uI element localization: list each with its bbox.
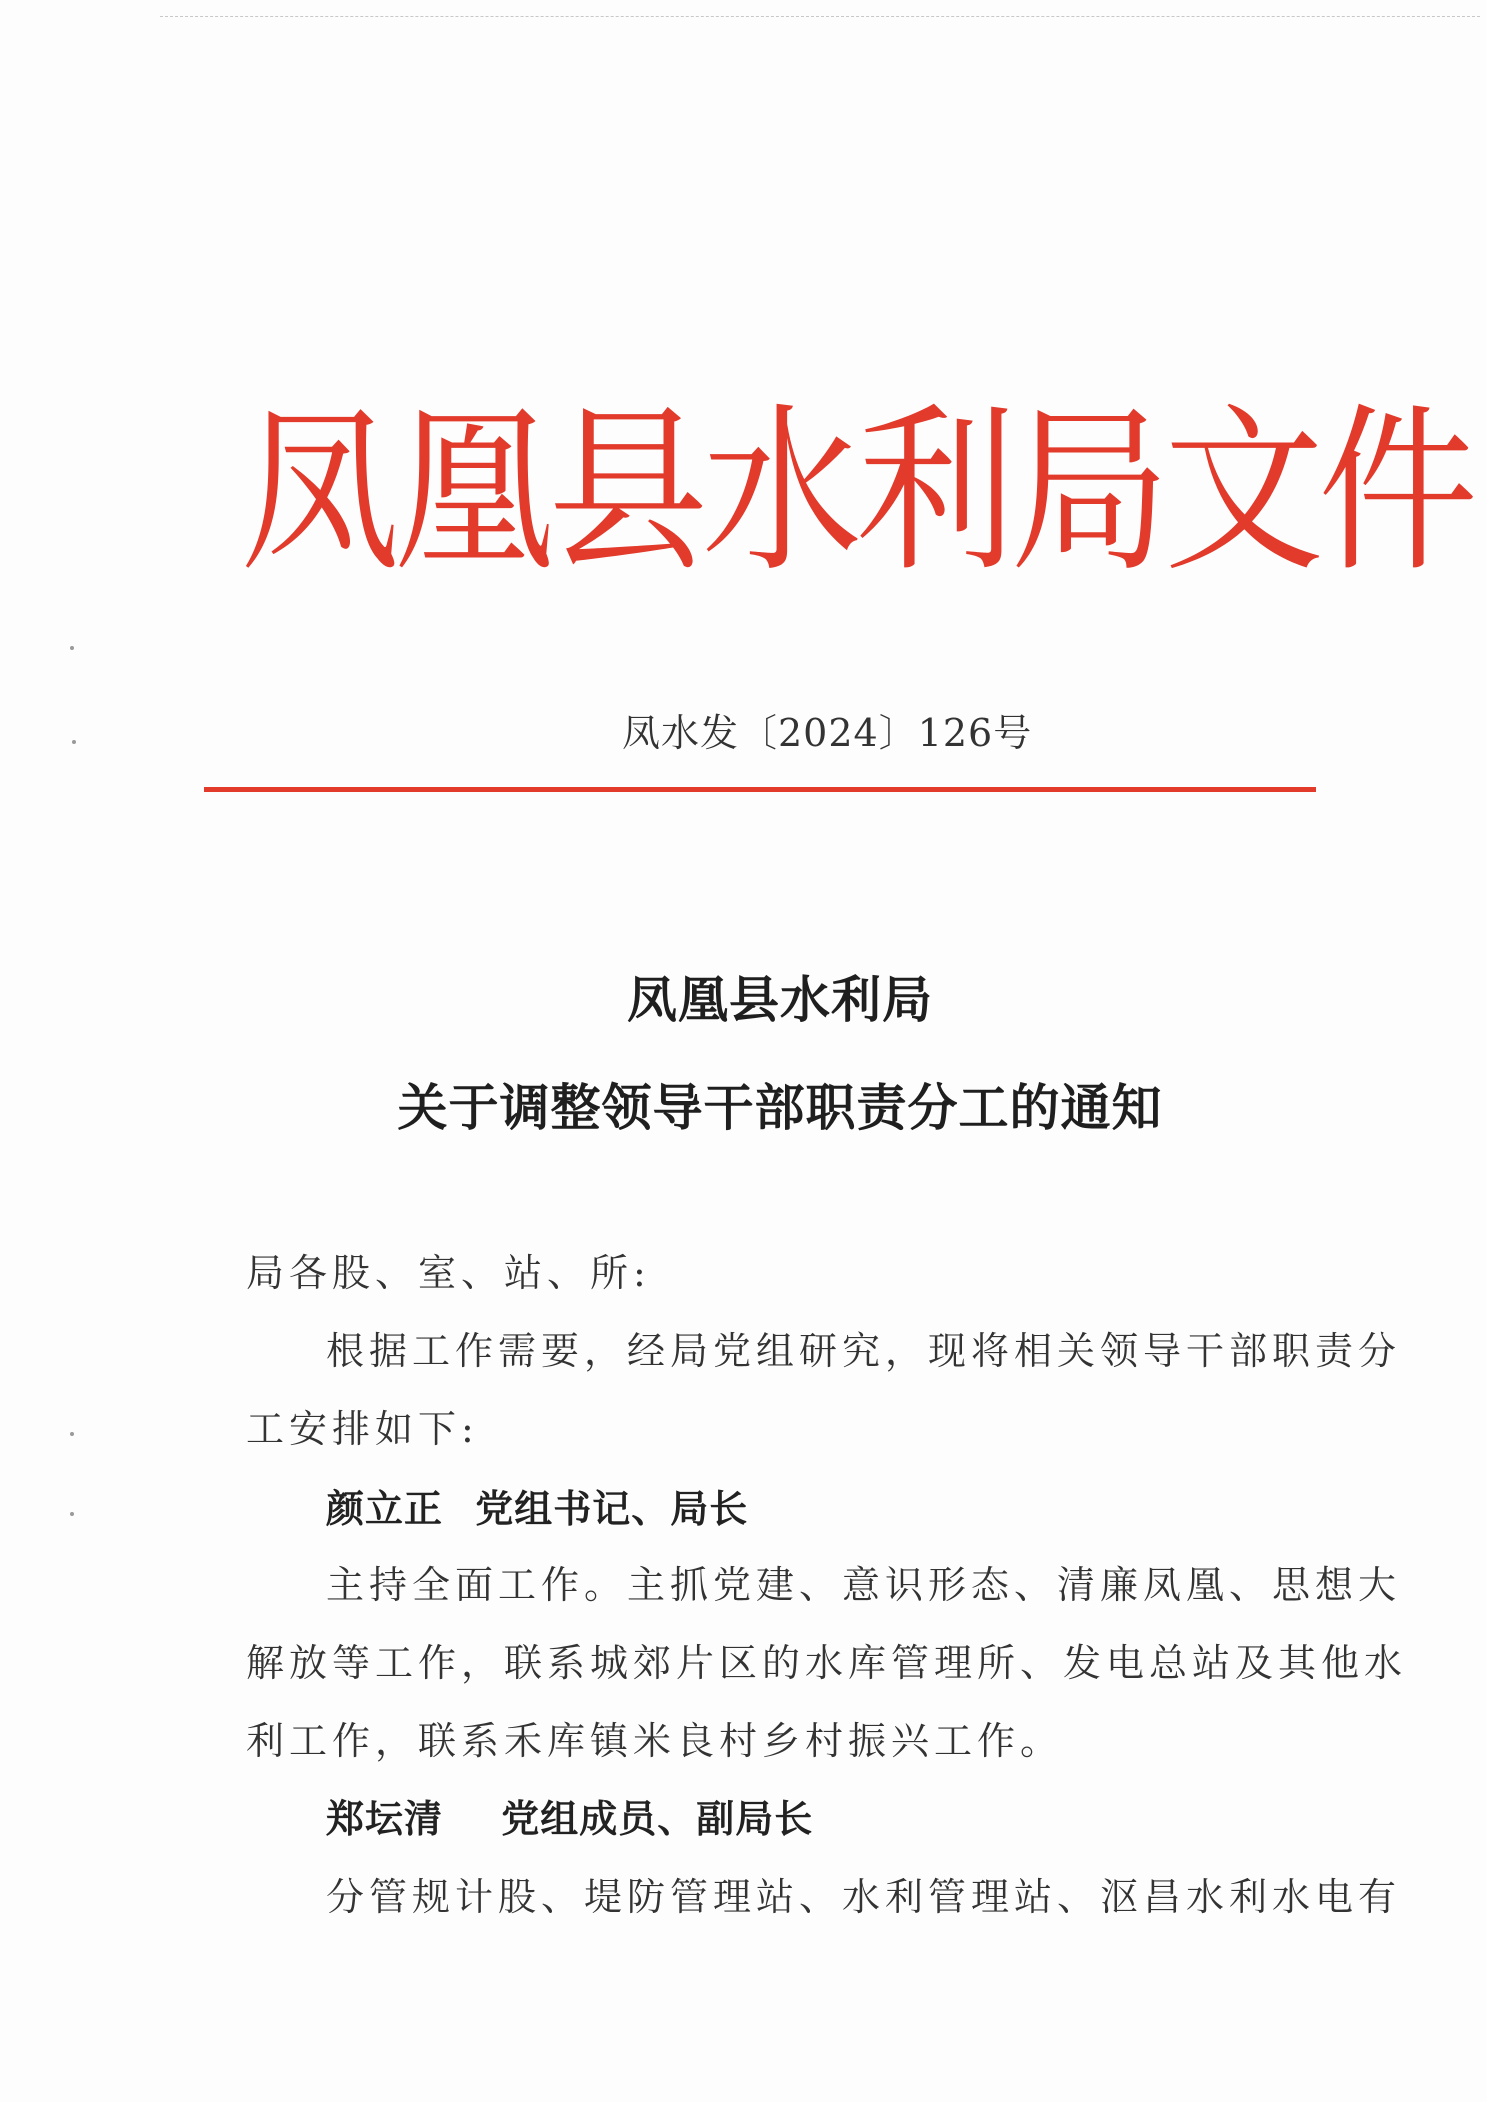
- scan-speck: [72, 740, 76, 744]
- leader-position: 党组成员、副局长: [501, 1797, 814, 1841]
- document-masthead: 凤凰县水利局文件: [240, 386, 1473, 597]
- scan-speck: [70, 1512, 74, 1516]
- scan-edge-line: [160, 16, 1480, 17]
- duty-line: 解放等工作，联系城郊片区的水库管理所、发电总站及其他水: [246, 1641, 1408, 1685]
- leader-name: 郑坛清: [326, 1797, 444, 1841]
- document-number: 凤水发〔2024〕126号: [622, 711, 1033, 755]
- notice-title-line1: 凤凰县水利局: [627, 970, 933, 1029]
- leader-position: 党组书记、局长: [475, 1487, 749, 1531]
- duty-line: 分管规计股、堤防管理站、水利管理站、沤昌水利水电有: [326, 1875, 1402, 1919]
- salutation: 局各股、室、站、所:: [246, 1251, 651, 1295]
- notice-title-line2: 关于调整领导干部职责分工的通知: [397, 1078, 1163, 1137]
- intro-line: 工安排如下:: [246, 1407, 479, 1451]
- leader-name: 颜立正: [326, 1487, 444, 1531]
- scan-speck: [70, 646, 74, 650]
- duty-line: 利工作，联系禾库镇米良村乡村振兴工作。: [246, 1719, 1064, 1763]
- duty-line: 主持全面工作。主抓党建、意识形态、清廉凤凰、思想大: [326, 1563, 1402, 1607]
- intro-line: 根据工作需要，经局党组研究，现将相关领导干部职责分: [326, 1329, 1402, 1373]
- scan-speck: [70, 1432, 74, 1436]
- red-divider: [204, 787, 1316, 792]
- leader-heading: [326, 1794, 813, 1844]
- leader-heading: [326, 1484, 748, 1534]
